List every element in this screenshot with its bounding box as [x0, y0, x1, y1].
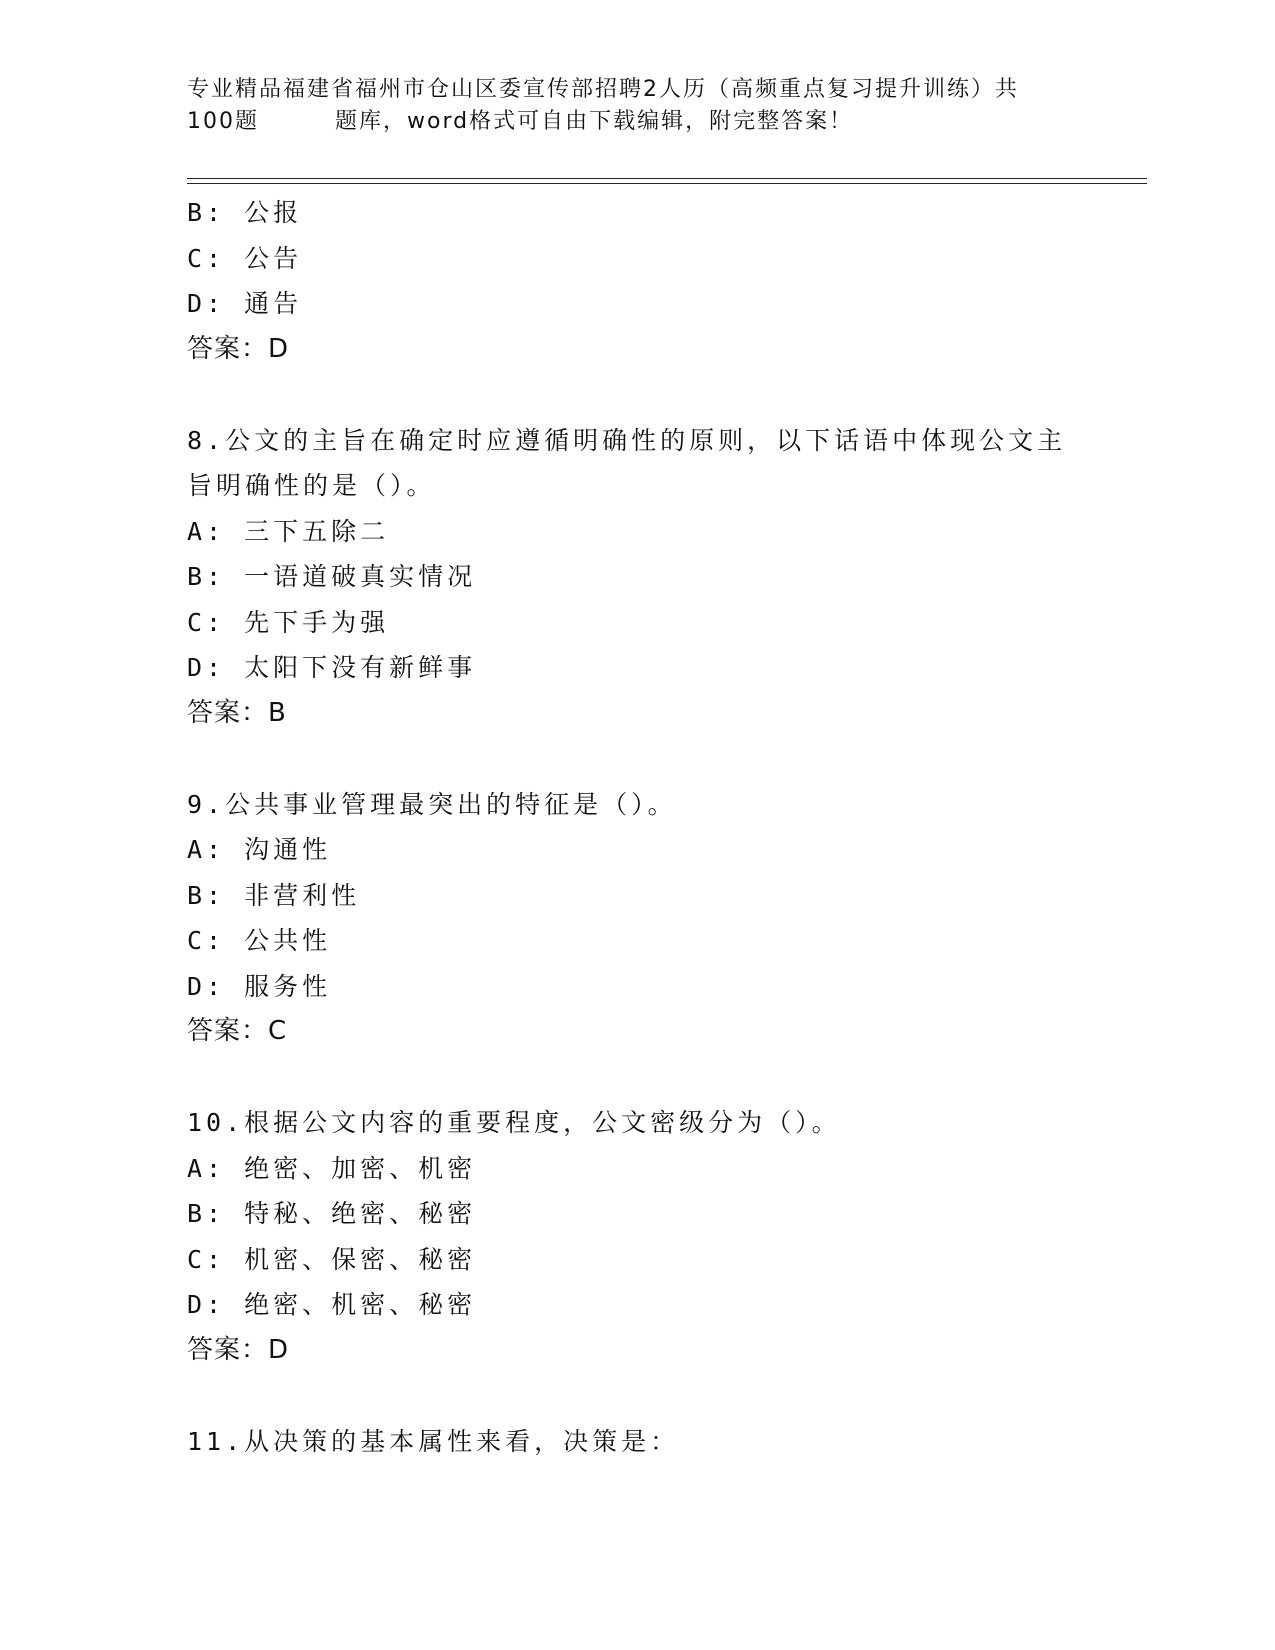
answer-line: 答案：B	[187, 697, 287, 728]
header-title-line1: 专业精品福建省福州市仓山区委宣传部招聘2人历（高频重点复习提升训练）共	[187, 77, 1019, 102]
answer-line: 答案：C	[187, 1016, 288, 1046]
option-b: B: 公报	[187, 198, 303, 227]
header-subtitle: 题库，word格式可自由下载编辑，附完整答案！	[335, 109, 854, 134]
question-block-8	[187, 418, 1147, 737]
question-stem: 11.从决策的基本属性来看，决策是：	[187, 1426, 680, 1456]
option-d: D: 服务性	[187, 971, 332, 1001]
header-title-line2	[187, 106, 1087, 138]
option-c: C: 先下手为强	[187, 607, 390, 637]
header-count: 100题	[187, 109, 259, 134]
answer-line: 答案：D	[187, 1334, 290, 1365]
answer-line: 答案：D	[187, 333, 290, 364]
header-divider-bottom	[187, 183, 1147, 184]
question-block-10	[187, 1100, 1147, 1373]
header-divider-top	[187, 178, 1147, 179]
question-block-9	[187, 782, 1147, 1055]
option-b: B: 特秘、绝密、秘密	[187, 1199, 477, 1228]
document-body	[187, 190, 1147, 1464]
option-c: C: 公共性	[187, 926, 332, 955]
question-stem: 8.公文的主旨在确定时应遵循明确性的原则，以下话语中体现公文主	[187, 425, 1067, 455]
option-c: C: 公告	[187, 243, 303, 273]
option-b: B: 非营利性	[187, 880, 361, 910]
option-c: C: 机密、保密、秘密	[187, 1244, 477, 1274]
question-stem: 10.根据公文内容的重要程度，公文密级分为（）。	[187, 1108, 841, 1137]
question-stem-continued: 旨明确性的是（）。	[187, 471, 436, 500]
question-block-previous	[187, 190, 1147, 372]
option-a: A: 沟通性	[187, 835, 332, 864]
option-a: A: 三下五除二	[187, 516, 390, 546]
option-b: B: 一语道破真实情况	[187, 562, 477, 591]
document-header	[187, 74, 1087, 138]
question-block-11	[187, 1419, 1147, 1465]
option-d: D: 通告	[187, 289, 303, 318]
option-d: D: 太阳下没有新鲜事	[187, 653, 477, 682]
option-a: A: 绝密、加密、机密	[187, 1153, 477, 1183]
option-d: D: 绝密、机密、秘密	[187, 1290, 477, 1319]
question-stem: 9.公共事业管理最突出的特征是（）。	[187, 789, 677, 819]
